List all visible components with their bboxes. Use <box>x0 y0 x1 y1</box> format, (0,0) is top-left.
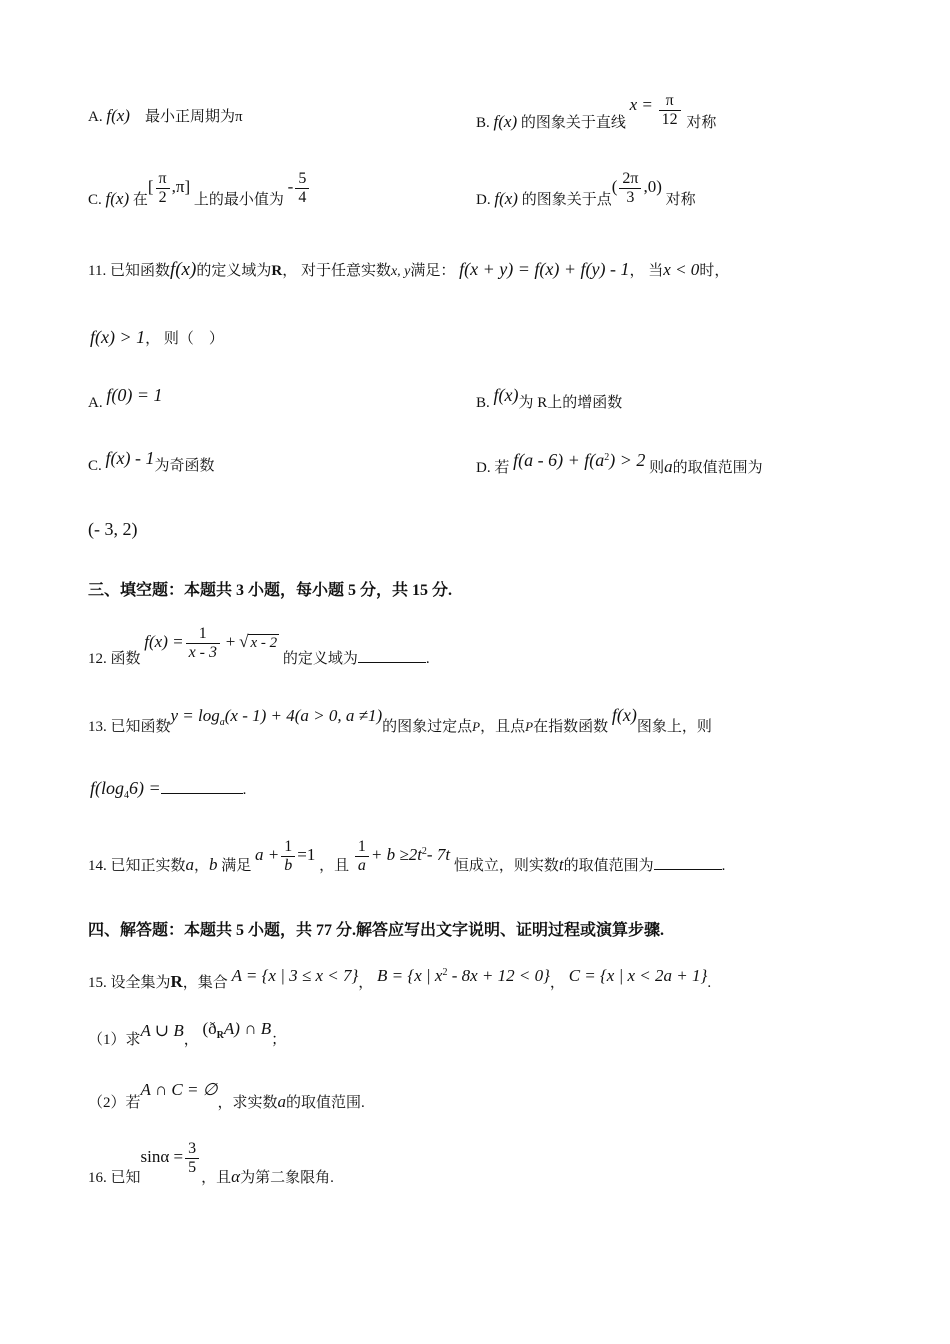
answer-blank-14[interactable] <box>654 869 722 870</box>
fraction-1-over-a: $\frac{1}{a}$ <box>355 838 369 875</box>
fraction-pi-2: $\frac{\pi}{2}$ <box>156 170 170 207</box>
fraction-pi-12: $\frac{\pi}{12}$ <box>659 92 681 129</box>
q13-line2: $f(\log_46)$ = . <box>90 778 247 801</box>
fraction-2pi-3: $\frac{2\pi}{3}$ <box>619 170 641 207</box>
q10-option-d: D. f(x) 的图象关于点( $\frac{2\pi}{3}$ ,0) 对称 <box>476 170 696 208</box>
q15-part1: （1）求A ∪ B， $(ð_RA)$ ∩ B； <box>88 1019 287 1048</box>
q11-stem-line2: f(x) > 1， 则（ ） <box>90 327 224 347</box>
fraction-3-5: $\frac{3}{5}$ <box>185 1140 199 1177</box>
q16: 16. 已知sinα = $\frac{3}{5}$ ，且α为第二象限角. <box>88 1140 334 1186</box>
q13-stem: 13. 已知函数$y = \log_a(x - 1) + 4(a > 0$, a ≠1)的图象过定点P，且点P在指数函数 f(x)图象上，则 <box>88 705 712 735</box>
q11-stem: 11. 已知函数f(x)的定义域为R， 对于任意实数x, y满足： f(x + y) = f(x) + f(y) - 1， 当x < 0时， <box>88 259 730 280</box>
q11-option-b: B. f(x)为 R上的增函数 <box>476 385 623 411</box>
sqrt-expr: x - 2 <box>250 634 278 651</box>
fraction-1-over-x-3: $\frac{1}{x - 3}$ <box>186 625 220 662</box>
answer-blank-13[interactable] <box>161 793 243 794</box>
answer-blank-12[interactable] <box>358 662 426 663</box>
section-4-heading: 四、解答题：本题共 5 小题，共 77 分.解答应写出文字说明、证明过程或演算步骤. <box>88 922 665 939</box>
q14: 14. 已知正实数a，b 满足 a + $\frac{1}{b}$ =1 ，且 $\frac{1}{a}$ + $b \ge 2t^2-$ 7t 恒成立，则实数t的取值范围为 . <box>88 838 726 874</box>
section-3-heading: 三、填空题：本题共 3 小题，每小题 5 分，共 15 分. <box>88 582 453 599</box>
q10-option-b: B. f(x) 的图象关于直线 x = $\frac{\pi}{12}$ 对称 <box>476 92 717 131</box>
q11-option-d: D. 若 $f(a - 6) + f(a^2) > 2$ 则a的取值范围为 <box>476 450 763 476</box>
q10-option-a: A. f(x) 最小正周期为π <box>88 106 243 125</box>
q11-option-a: A. f(0) = 1 <box>88 385 163 411</box>
fraction-1-over-b: $\frac{1}{b}$ <box>281 838 295 875</box>
q11-option-c: C. f(x) - 1为奇函数 <box>88 448 215 474</box>
q15-part2: （2）若A ∩ C = ∅，求实数a的取值范围. <box>88 1080 365 1111</box>
math-expr: f(x) <box>106 106 130 125</box>
fraction-5-4: $\frac{5}{4}$ <box>295 170 309 207</box>
q12: 12. 函数 f(x) = $\frac{1}{x - 3}$ + √ x - 2 的定义域为 . <box>88 625 430 667</box>
q15-stem: 15. 设全集为R，集合 A = {x | 3 ≤ x < 7}， B = {x | $x^2 - 8x + 12 < 0$}， C = {x | x < 2a + 1}. <box>88 966 712 991</box>
q10-option-c: C. f(x) 在[ $\frac{\pi}{2}$ ,π] 上的最小值为 - $\frac{5}{4}$ <box>88 170 311 207</box>
q11-option-d-range: (- 3, 2) <box>88 519 138 539</box>
